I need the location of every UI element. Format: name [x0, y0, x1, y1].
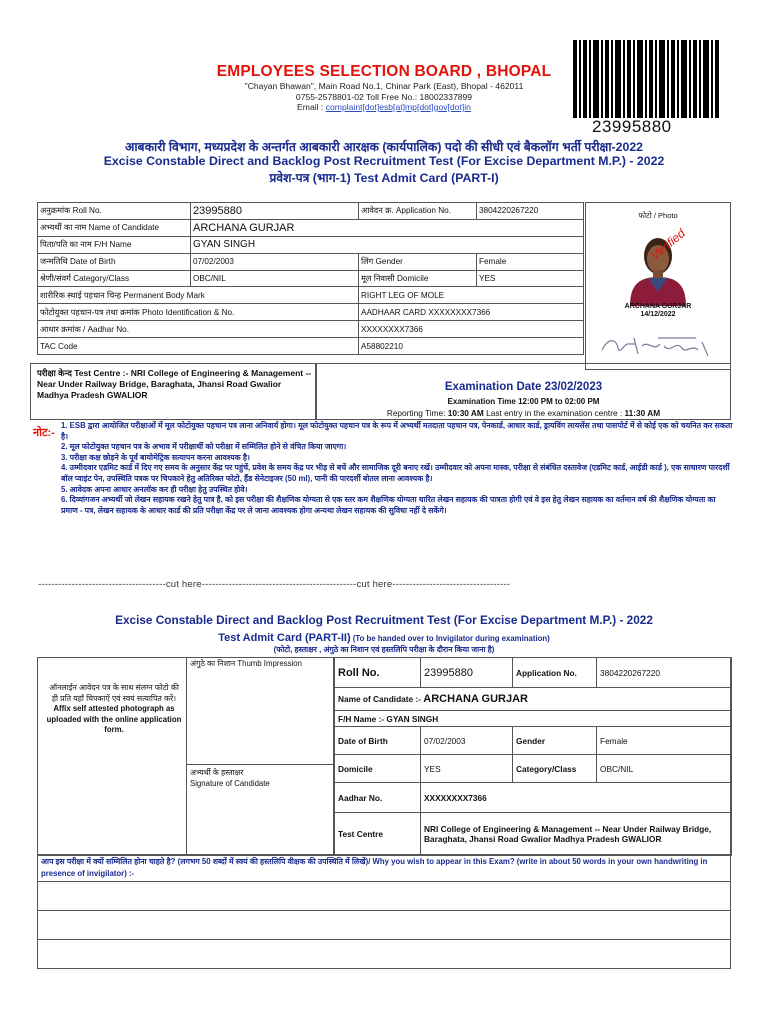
name-label: अभ्यर्थी का नाम Name of Candidate	[38, 219, 191, 236]
email-link[interactable]: complaint[dot]esb[at]mp[dot]gov[dot]in	[325, 102, 471, 112]
domicile-value: YES	[477, 270, 584, 287]
table-row	[335, 727, 732, 755]
p2-fh-label: F/H Name :-	[338, 713, 387, 724]
table-row	[38, 321, 584, 338]
gender-value: Female	[477, 253, 584, 270]
p2-name-cell	[335, 688, 732, 711]
note-item: 6. दिव्यांगजन अभ्यर्थी जो लेखन सहायक रखने हेतु पात्र है, को इस परीक्षा की शैक्षणिक योग्यता से एक स्तर कम शैक्षणिक योग्यता धारित लेखन सहायक की पात्रता होगी एवं वे इस हेतु लेखन सहायक का वर्तमान वर्ष की शैक्षणिक योग्यता का प्रमाण - पत्र, लेखन सहायक के आधार कार्ड की प्रति परीक्षा केंद्र पर ले जाना आवश्यक होगा अन्यथा लेखन सहायक की सुविधा नहीं दे सकेंगे।	[61, 495, 716, 515]
p2-fh-value: GYAN SINGH	[386, 713, 439, 724]
email-label: Email :	[297, 102, 324, 112]
name-value: ARCHANA GURJAR	[191, 219, 584, 236]
part2-title-note: (To be handed over to Invigilator during examination)	[350, 634, 550, 643]
p2-name-value: ARCHANA GURJAR	[423, 693, 529, 705]
dob-label: जन्मतिथि Date of Birth	[38, 253, 191, 270]
reporting-time-label: Reporting Time:	[386, 408, 448, 418]
table-row	[38, 203, 584, 220]
p2-category-value: OBC/NIL	[597, 755, 732, 783]
body-mark-value: RIGHT LEG OF MOLE	[359, 287, 584, 304]
category-label: श्रेणी/संवर्ग Category/Class	[38, 270, 191, 287]
reporting-time-line	[316, 408, 731, 418]
table-row	[335, 658, 732, 688]
p2-domicile-value: YES	[421, 755, 513, 783]
body-mark-label: शारीरिक स्थाई पहचान चिन्ह Permanent Body Mark	[38, 287, 359, 304]
photo-id-label: फोटोयुक्त पहचान-पत्र तथा क्रमांक Photo Identification & No.	[38, 304, 359, 321]
note-item: 2. मूल फोटोयुक्त पहचान पत्र के अभाव में परीक्षार्थी को परीक्षा में सम्मिलित होने से वंचित किया जाएगा।	[61, 442, 347, 452]
p2-roll-label: Roll No.	[335, 658, 421, 688]
candidate-signature-image	[598, 332, 718, 362]
photo-caption-date: 14/12/2022	[640, 311, 676, 318]
part1-title: प्रवेश-पत्र (भाग-1) Test Admit Card (PART-I)	[269, 171, 499, 185]
test-centre-text: परीक्षा केन्द Test Centre :- NRI College of Engineering & Management -- Near Under Railway Bridge, Baraghata, Jhansi Road Gwalior Madhya Pradesh GWALIOR	[37, 368, 312, 400]
application-label: आवेदन क्र. Application No.	[359, 203, 477, 220]
p2-category-label: Category/Class	[513, 755, 597, 783]
signature-label-hindi: अभ्यर्थी के हस्ताक्षर	[190, 768, 244, 777]
p2-aadhar-label: Aadhar No.	[335, 783, 421, 813]
answer-line[interactable]	[37, 882, 731, 911]
note-item: 5. आवेदक अपना आधार अनलॉक कर ही परीक्षा हेतु उपस्थित होवे।	[61, 484, 248, 494]
address-line-2: 0755-2578801-02 Toll Free No.: 18002337899	[295, 91, 473, 102]
part2-title-main: Test Admit Card (PART-II)	[218, 632, 351, 644]
board-title: EMPLOYEES SELECTION BOARD , BHOPAL	[216, 63, 552, 80]
photo-id-value: AADHAAR CARD XXXXXXXX7366	[359, 304, 584, 321]
verified-stamp: Verified	[648, 226, 688, 263]
roll-value: 23995880	[191, 203, 359, 220]
tac-value: A58802210	[359, 338, 584, 355]
p2-gender-label: Gender	[513, 727, 597, 755]
address-line-1: "Chayan Bhawan", Main Road No.1, Chinar Park (East), Bhopal - 462011	[244, 81, 524, 91]
p2-application-value: 3804220267220	[597, 658, 732, 688]
answer-line[interactable]	[37, 940, 731, 969]
table-row	[335, 813, 732, 856]
part2-details-table	[334, 657, 732, 856]
p2-gender-value: Female	[597, 727, 732, 755]
p2-application-label: Application No.	[513, 658, 597, 688]
table-row	[38, 253, 584, 270]
fh-name-value: GYAN SINGH	[191, 236, 584, 253]
last-entry-label: Last entry in the examination centre :	[483, 408, 625, 418]
affix-instruction-hindi: ऑनलाईन आवेदन पत्र के साथ संलग्न फोटो की ही प्रति यहाँ चिपकाऐं एवं स्वयं सत्यापित करें।	[49, 683, 179, 703]
table-row	[38, 270, 584, 287]
reporting-time: 10:30 AM	[447, 408, 484, 418]
barcode-number: 23995880	[592, 117, 672, 136]
candidate-details-table	[37, 202, 584, 355]
thumb-impression-label: अंगुठे का निशान Thumb Impression	[190, 659, 302, 668]
table-row	[38, 219, 584, 236]
signature-label	[190, 767, 270, 789]
table-row	[335, 711, 732, 727]
p2-aadhar-value: XXXXXXXX7366	[421, 783, 732, 813]
notes-list	[61, 421, 733, 516]
photo-affix-area	[45, 683, 183, 736]
part2-hindi-note: (फोटो, हस्ताक्षर , अंगुठे का निशान एवं हस्तलिपि परीक्षा के दौरान किया जाना है)	[273, 645, 495, 654]
photo-label: फोटो / Photo	[638, 211, 678, 220]
photo-caption	[585, 303, 731, 319]
p2-name-label: Name of Candidate :-	[338, 694, 424, 704]
why-question: आप इस परीक्षा में क्यों सम्मिलित होना चाहते है? (लगभग 50 शब्दों में स्वयं की हस्तलिपि वीक्षक की उपस्थिति में लिखें)/ Why you wish to appear in this Exam? (write in about 50 words in your own handwriting in presence of invigilator) :-	[37, 855, 731, 882]
table-row	[38, 236, 584, 253]
exam-date: Examination Date 23/02/2023	[444, 381, 603, 393]
exam-title-hindi: आबकारी विभाग, मध्यप्रदेश के अन्तर्गत आबकारी आरक्षक (कार्यपालिक) पदो की सीधी एवं बैकलॉग भर्ती परीक्षा-2022	[124, 140, 643, 154]
p2-dob-value: 07/02/2003	[421, 727, 513, 755]
photo-caption-name: ARCHANA GURJAR	[624, 303, 692, 310]
part2-title	[0, 632, 768, 644]
dob-value: 07/02/2003	[191, 253, 359, 270]
last-entry-time: 11:30 AM	[624, 408, 661, 418]
table-row	[335, 783, 732, 813]
p2-centre-value: NRI College of Engineering & Management -- Near Under Railway Bridge, Baraghata, Jhansi Road Gwalior Madhya Pradesh GWALIOR	[421, 813, 732, 856]
table-row	[335, 688, 732, 711]
application-value: 3804220267220	[477, 203, 584, 220]
table-row	[38, 338, 584, 355]
aadhar-value: XXXXXXXX7366	[359, 321, 584, 338]
table-row	[38, 287, 584, 304]
table-row	[335, 755, 732, 783]
domicile-label: मूल निवासी Domicile	[359, 270, 477, 287]
p2-fh-cell	[335, 711, 732, 727]
candidate-photo	[600, 222, 716, 306]
roll-label: अनुक्रमांक Roll No.	[38, 203, 191, 220]
aadhar-label: आधार क्रमांक / Aadhar No.	[38, 321, 359, 338]
p2-roll-value: 23995880	[421, 658, 513, 688]
note-item: 3. परीक्षा कक्ष छोड़ने के पूर्व बायोमेट्रिक सत्यापन करना आवश्यक है।	[61, 452, 250, 462]
signature-label-english: Signature of Candidate	[190, 779, 270, 788]
divider	[186, 764, 333, 765]
tac-label: TAC Code	[38, 338, 359, 355]
exam-title-english: Excise Constable Direct and Backlog Post Recruitment Test (For Excise Department M.P.) - 2022	[103, 154, 665, 168]
p2-domicile-label: Domicile	[335, 755, 421, 783]
p2-dob-label: Date of Birth	[335, 727, 421, 755]
exam-time: Examination Time 12:00 PM to 02:00 PM	[447, 397, 600, 406]
notes-label: नोट:-	[33, 427, 55, 439]
p2-centre-label: Test Centre	[335, 813, 421, 856]
fh-name-label: पिता/पति का नाम F/H Name	[38, 236, 191, 253]
category-value: OBC/NIL	[191, 270, 359, 287]
part2-exam-title: Excise Constable Direct and Backlog Post Recruitment Test (For Excise Department M.P.) - 2022	[115, 613, 653, 627]
note-item: 1. ESB द्वारा आयोजित परीक्षाओं में मूल फोटोयुक्त पहचान पत्र लाना अनिवार्य होगा। मूल फोटोयुक्त पहचान पत्र के रूप में अभ्यर्थी मतदाता पहचान पत्र, पेनकार्ड, आधार कार्ड, ड्रायविंग लायसेंस तथा पासपोर्ट में से कोई एक को चयनित कर सकता है।	[61, 421, 733, 441]
answer-line[interactable]	[37, 911, 731, 940]
table-row	[38, 304, 584, 321]
affix-instruction-english: Affix self attested photograph as uploaded with the online application form.	[46, 704, 182, 734]
gender-label: लिंग Gender	[359, 253, 477, 270]
cut-line: --------------------------------------cut here----------------------------------------------cut here-----------------------------------	[38, 579, 511, 590]
barcode-icon	[573, 40, 719, 118]
note-item: 4. उम्मीदवार एडमिट कार्ड में दिए गए समय के अनुसार केंद्र पर पहुंचें, प्रवेश के समय केंद्र पर भीड़ से बचें और सामाजिक दूरी बनाए रखें। उम्मीदवार को अपना मास्क, परीक्षा से संबंधित दस्तावेज (एडमिट कार्ड, आईडी कार्ड ), एक साधारण पारदर्शी बॉल प्वाइंट पेन, उपस्थिति पत्रक पर चिपकाने हेतु अतिरिक्त फोटो, हैंड सेनेटाइजर (50 ml), पानी की पारदर्शी बोतल लाना आवश्यक है।	[61, 463, 730, 483]
divider	[186, 657, 187, 855]
